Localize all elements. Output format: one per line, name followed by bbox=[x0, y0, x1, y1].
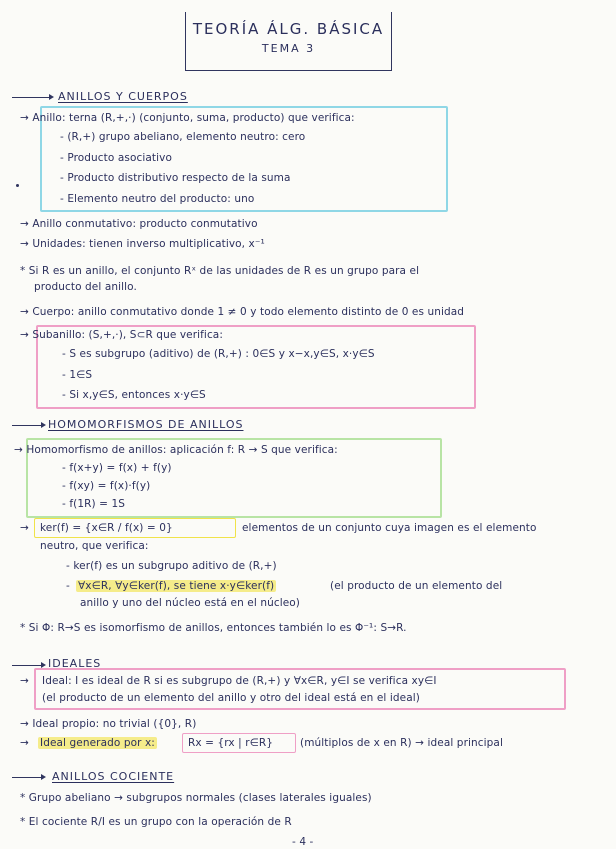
note-line: - Producto asociativo bbox=[60, 152, 172, 164]
note-line: producto del anillo. bbox=[34, 281, 137, 293]
section-title-ideales: IDEALES bbox=[48, 657, 102, 670]
section-title-anillos: ANILLOS Y CUERPOS bbox=[58, 90, 188, 103]
kernel-property: ∀x∈R, ∀y∈ker(f), se tiene x·y∈ker(f) bbox=[78, 580, 275, 592]
note-line: - (R,+) grupo abeliano, elemento neutro: cero bbox=[60, 131, 306, 143]
title-box bbox=[185, 12, 392, 71]
note-line: neutro, que verifica: bbox=[40, 540, 149, 552]
kernel-definition: ker(f) = {x∈R / f(x) = 0} bbox=[40, 522, 173, 534]
note-line: - ker(f) es un subgrupo aditivo de (R,+) bbox=[66, 560, 277, 572]
note-line: elementos de un conjunto cuya imagen es el elemento bbox=[242, 522, 537, 534]
section-title-homomorfismos: HOMOMORFISMOS DE ANILLOS bbox=[48, 418, 244, 431]
note-line: - f(1R) = 1S bbox=[62, 498, 126, 510]
note-line: (múltiplos de x en R) → ideal principal bbox=[300, 737, 503, 749]
page-title: TEORÍA ÁLG. BÁSICA bbox=[192, 20, 385, 38]
note-line: - Si x,y∈S, entonces x·y∈S bbox=[62, 389, 206, 401]
note-line: (el producto de un elemento del anillo y otro del ideal está en el ideal) bbox=[42, 692, 420, 704]
ideal-generated-label: Ideal generado por x: bbox=[40, 737, 155, 749]
section-arrow bbox=[12, 777, 44, 778]
ideal-generated-formula: Rx = {rx | r∈R} bbox=[188, 737, 274, 749]
note-line: (el producto de un elemento del bbox=[330, 580, 503, 592]
note-line: - Elemento neutro del producto: uno bbox=[60, 193, 255, 205]
note-line: → Unidades: tienen inverso multiplicativo, x⁻¹ bbox=[20, 238, 265, 250]
note-line: - f(xy) = f(x)·f(y) bbox=[62, 480, 151, 492]
note-line: → Cuerpo: anillo conmutativo donde 1 ≠ 0 y todo elemento distinto de 0 es unidad bbox=[20, 306, 465, 318]
note-line: → Anillo conmutativo: producto conmutativo bbox=[20, 218, 258, 230]
note-line: - f(x+y) = f(x) + f(y) bbox=[62, 462, 172, 474]
section-arrow bbox=[12, 665, 44, 666]
note-line: * Si Φ: R→S es isomorfismo de anillos, entonces también lo es Φ⁻¹: S→R. bbox=[20, 622, 407, 634]
note-line: → bbox=[20, 737, 29, 749]
note-line: * El cociente R/I es un grupo con la operación de R bbox=[20, 816, 292, 828]
note-line: → Homomorfismo de anillos: aplicación f: R → S que verifica: bbox=[14, 444, 338, 456]
note-line: * Grupo abeliano → subgrupos normales (clases laterales iguales) bbox=[20, 792, 372, 804]
note-line: → Ideal propio: no trivial ({0}, R) bbox=[20, 718, 197, 730]
section-arrow bbox=[12, 97, 52, 98]
note-line: - 1∈S bbox=[62, 369, 93, 381]
page-subtitle: TEMA 3 bbox=[261, 42, 316, 55]
stray-dot bbox=[16, 184, 19, 187]
section-title-cociente: ANILLOS COCIENTE bbox=[52, 770, 175, 783]
note-line: Ideal: I es ideal de R si es subgrupo de (R,+) y ∀x∈R, y∈I se verifica xy∈I bbox=[42, 675, 437, 687]
note-line: → Anillo: terna (R,+,·) (conjunto, suma, producto) que verifica: bbox=[20, 112, 355, 124]
note-line: → bbox=[20, 675, 29, 687]
section-arrow bbox=[12, 425, 44, 426]
note-line: - Producto distributivo respecto de la suma bbox=[60, 172, 291, 184]
note-line: anillo y uno del núcleo está en el núcleo) bbox=[80, 597, 300, 609]
note-line: → bbox=[20, 522, 29, 534]
note-line: - S es subgrupo (aditivo) de (R,+) : 0∈S y x−x,y∈S, x·y∈S bbox=[62, 348, 375, 360]
note-line: * Si R es un anillo, el conjunto Rˣ de las unidades de R es un grupo para el bbox=[20, 265, 420, 277]
note-line: → Subanillo: (S,+,·), S⊂R que verifica: bbox=[20, 329, 223, 341]
note-line: - bbox=[66, 580, 70, 592]
page-number: - 4 - bbox=[292, 836, 314, 848]
